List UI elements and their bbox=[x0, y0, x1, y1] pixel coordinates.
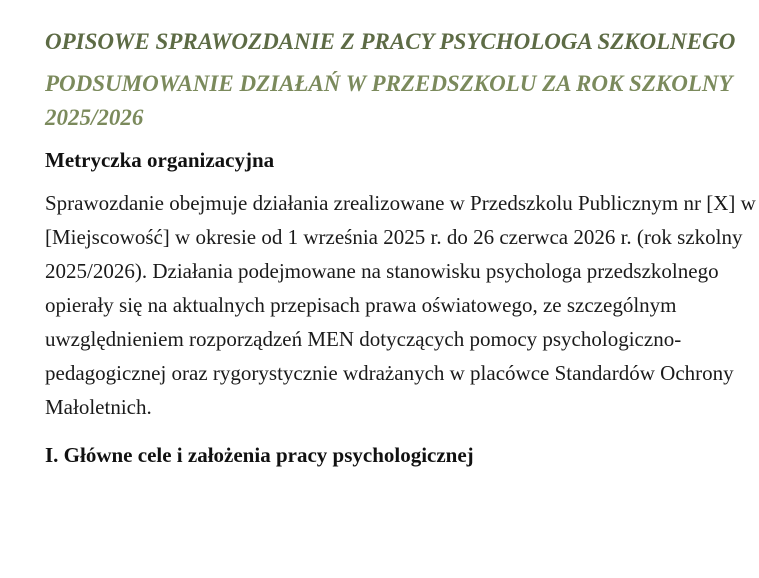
document-subtitle: PODSUMOWANIE DZIAŁAŃ W PRZEDSZKOLU ZA ROK SZKOLNY 2025/2026 bbox=[45, 71, 732, 130]
section-heading-cele: I. Główne cele i założenia pracy psychologicznej bbox=[45, 443, 474, 467]
section-heading-metryczka: Metryczka organizacyjna bbox=[45, 148, 275, 172]
section-paragraph-metryczka: Sprawozdanie obejmuje działania zrealizowane w Przedszkolu Publicznym nr [X] w [Miejscowość] w okresie od 1 września 2025 r. do 26 czerwca 2026 r. (rok szkolny 2025/2026). Działania podejmowane na stanowisku psychologa przedszkolnego opierały się na aktualnych przepisach prawa oświatowego, ze szczególnym uwzględnieniem rozporządzeń MEN dotyczących pomocy psychologiczno-pedagogicznej oraz rygorystycznie wdrażanych w placówce Standardów Ochrony Małoletnich. bbox=[45, 191, 756, 419]
document-page bbox=[45, 0, 759, 470]
document-title: OPISOWE SPRAWOZDANIE Z PRACY PSYCHOLOGA SZKOLNEGO bbox=[45, 29, 736, 54]
